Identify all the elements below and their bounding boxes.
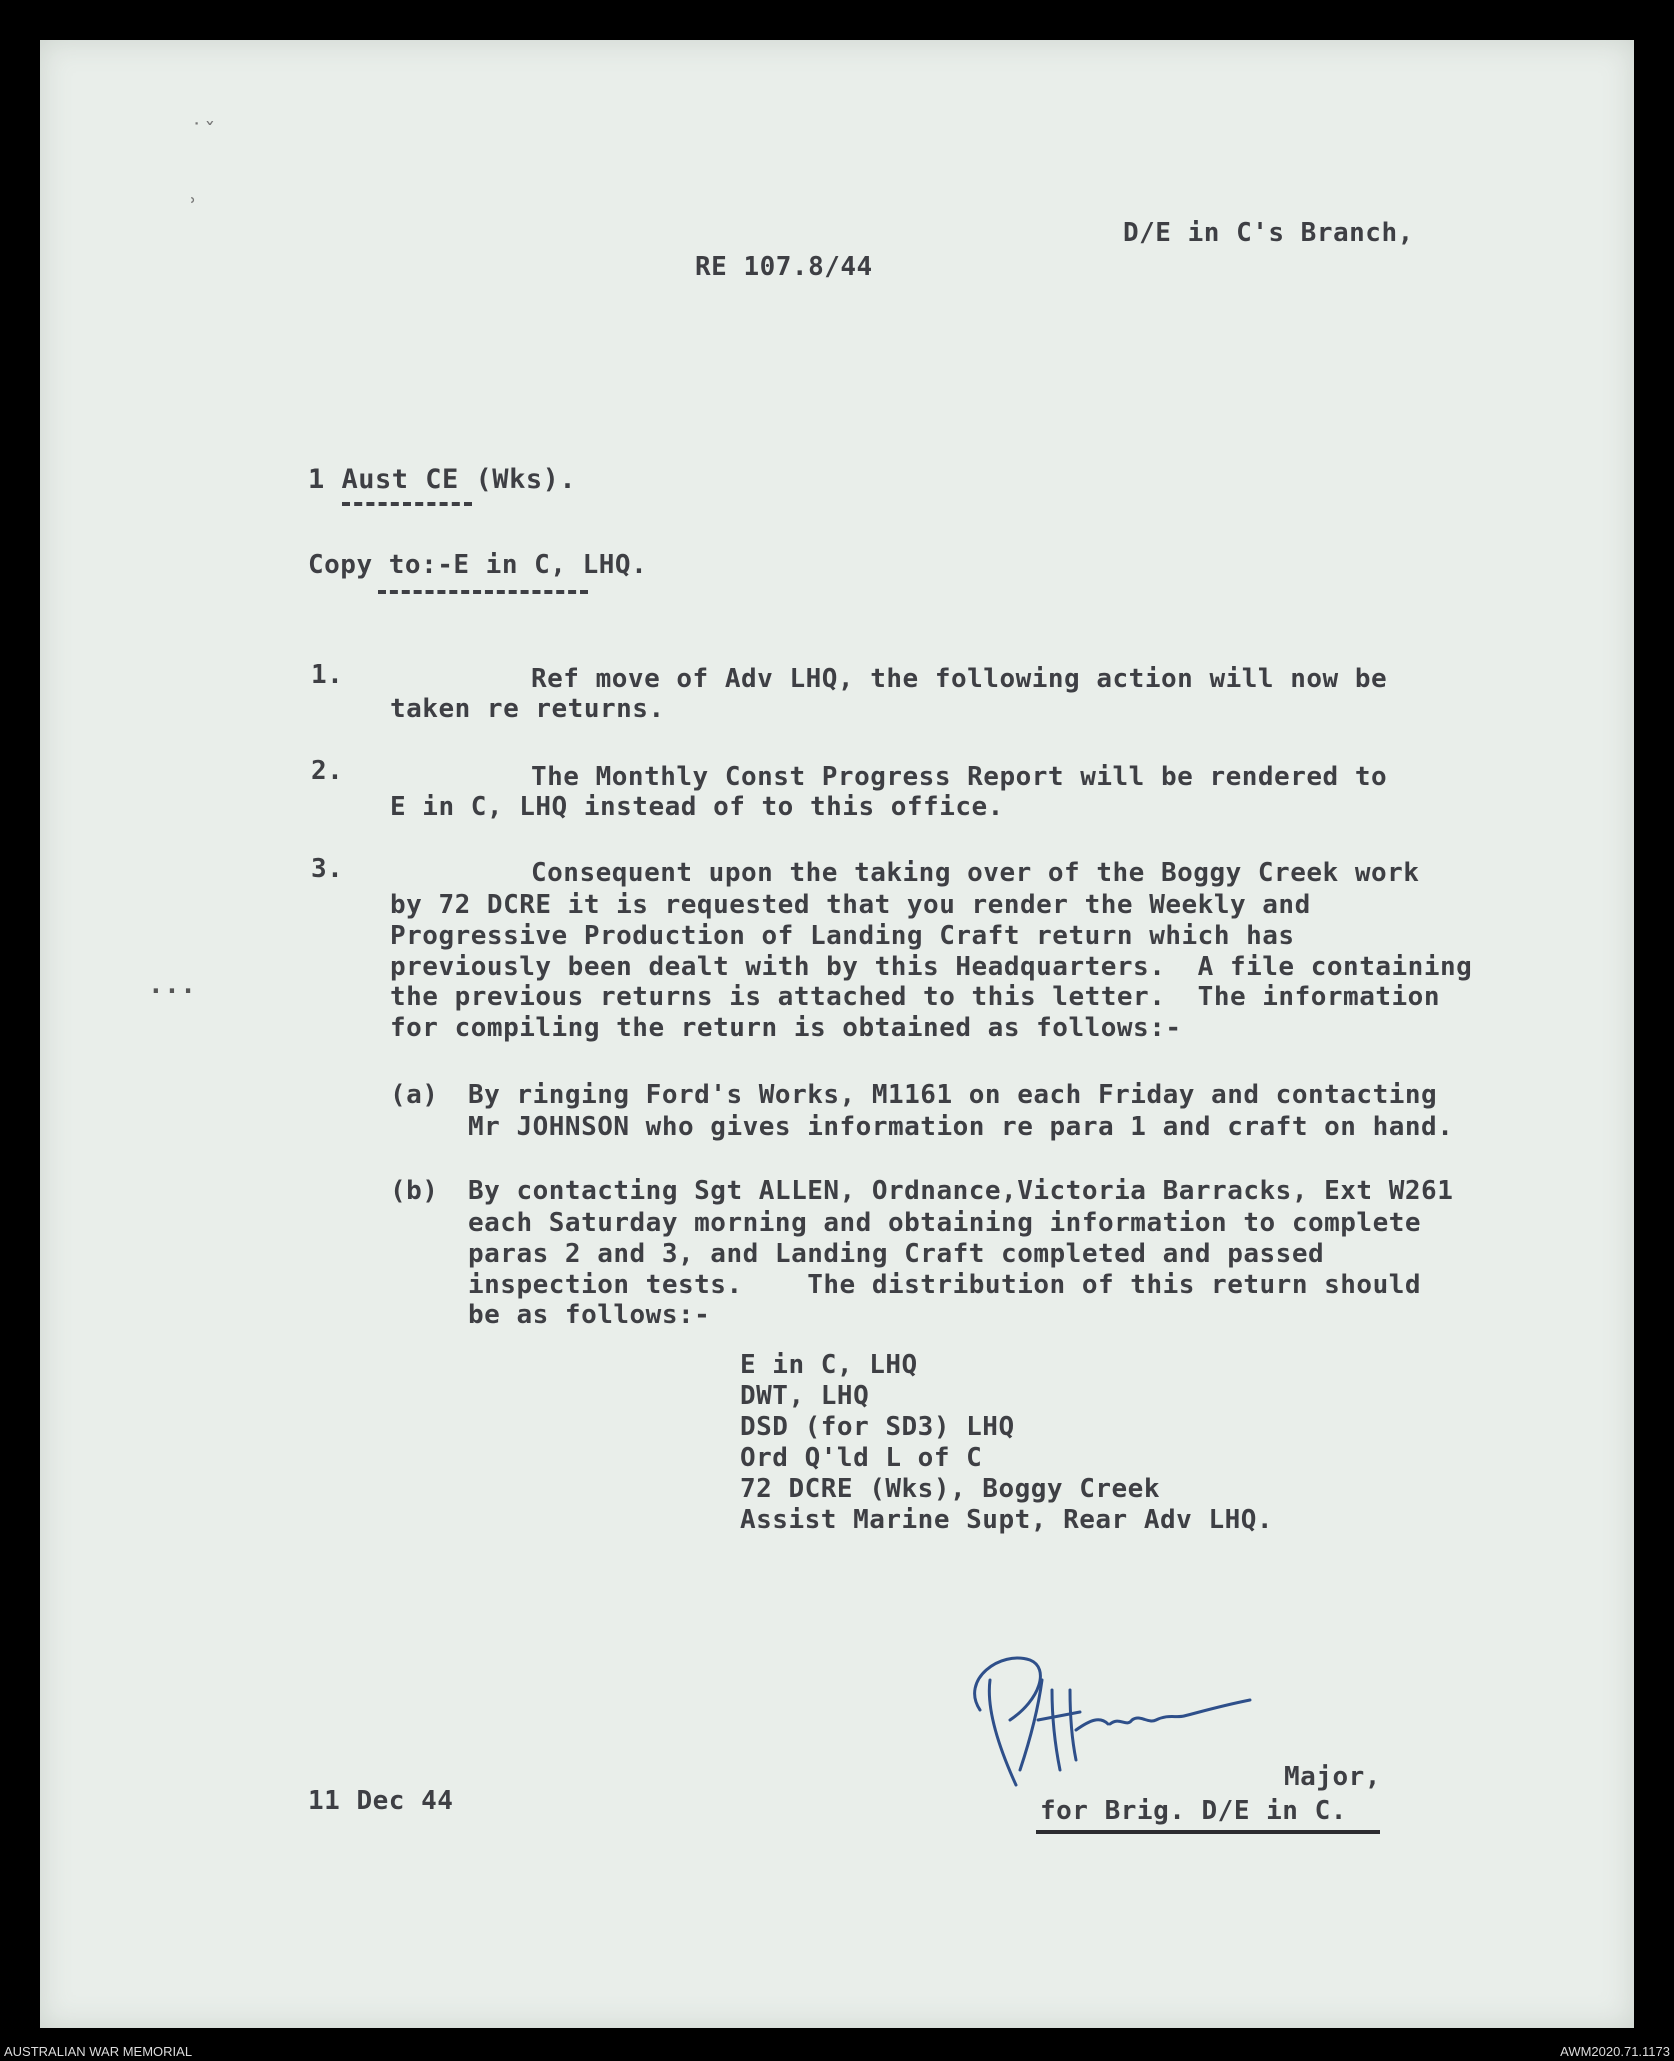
subparagraph-line: paras 2 and 3, and Landing Craft completed and passed bbox=[468, 1239, 1325, 1269]
distribution-item: DSD (for SD3) LHQ bbox=[740, 1412, 1015, 1442]
letter-date: 11 Dec 44 bbox=[308, 1786, 454, 1816]
distribution-item: Assist Marine Supt, Rear Adv LHQ. bbox=[740, 1505, 1274, 1535]
distribution-item: E in C, LHQ bbox=[740, 1350, 918, 1380]
paragraph-number: 1. bbox=[311, 660, 344, 690]
paragraph-line: Consequent upon the taking over of the Boggy Creek work bbox=[531, 858, 1420, 888]
subparagraph-label: (b) bbox=[390, 1176, 439, 1206]
branch-heading: D/E in C's Branch, bbox=[1123, 218, 1414, 248]
addressee: 1 Aust CE (Wks). bbox=[308, 464, 577, 495]
copy-to-underline bbox=[378, 590, 588, 594]
paragraph-number: 3. bbox=[311, 854, 344, 884]
subparagraph-line: each Saturday morning and obtaining information to complete bbox=[468, 1208, 1422, 1238]
paragraph-line: previously been dealt with by this Headquarters. A file containing bbox=[390, 952, 1473, 982]
document-page bbox=[40, 40, 1634, 2028]
subparagraph-line: be as follows:- bbox=[468, 1300, 711, 1330]
paragraph-line: the previous returns is attached to this letter. The information bbox=[390, 982, 1440, 1012]
signatory-rank: Major, bbox=[1284, 1762, 1381, 1792]
paragraph-line: by 72 DCRE it is requested that you render the Weekly and bbox=[390, 890, 1311, 920]
handwritten-signature bbox=[920, 1620, 1300, 1810]
paragraph-line: Ref move of Adv LHQ, the following action will now be bbox=[531, 664, 1388, 694]
paragraph-line: taken re returns. bbox=[390, 694, 665, 724]
subparagraph-line: By ringing Ford's Works, M1161 on each Friday and contacting bbox=[468, 1080, 1438, 1110]
subparagraph-line: Mr JOHNSON who gives information re para 1 and craft on hand. bbox=[468, 1112, 1454, 1142]
footer-accession-number: AWM2020.71.1173 bbox=[1560, 2044, 1670, 2059]
addressee-underline bbox=[342, 502, 472, 506]
distribution-item: 72 DCRE (Wks), Boggy Creek bbox=[740, 1474, 1160, 1504]
reference-number: RE 107.8/44 bbox=[695, 252, 873, 282]
scan-artifact: ʾ bbox=[186, 195, 200, 220]
subparagraph-line: By contacting Sgt ALLEN, Ordnance,Victoria Barracks, Ext W261 bbox=[468, 1176, 1454, 1206]
distribution-item: DWT, LHQ bbox=[740, 1381, 870, 1411]
signature-underline bbox=[1036, 1830, 1380, 1834]
scan-artifact: ˙ˇ bbox=[190, 120, 217, 145]
subparagraph-line: inspection tests. The distribution of this return should bbox=[468, 1270, 1422, 1300]
paragraph-line: Progressive Production of Landing Craft return which has bbox=[390, 921, 1295, 951]
signatory-for-line: for Brig. D/E in C. bbox=[1040, 1796, 1347, 1826]
paragraph-line: The Monthly Const Progress Report will be rendered to bbox=[531, 762, 1388, 792]
subparagraph-label: (a) bbox=[390, 1080, 439, 1110]
margin-mark: ... bbox=[148, 970, 197, 1000]
distribution-item: Ord Q'ld L of C bbox=[740, 1443, 983, 1473]
footer-institution: AUSTRALIAN WAR MEMORIAL bbox=[4, 2044, 193, 2059]
paragraph-line: E in C, LHQ instead of to this office. bbox=[390, 792, 1004, 822]
paragraph-number: 2. bbox=[311, 756, 344, 786]
paragraph-line: for compiling the return is obtained as follows:- bbox=[390, 1013, 1182, 1043]
copy-to: Copy to:-E in C, LHQ. bbox=[308, 550, 648, 580]
